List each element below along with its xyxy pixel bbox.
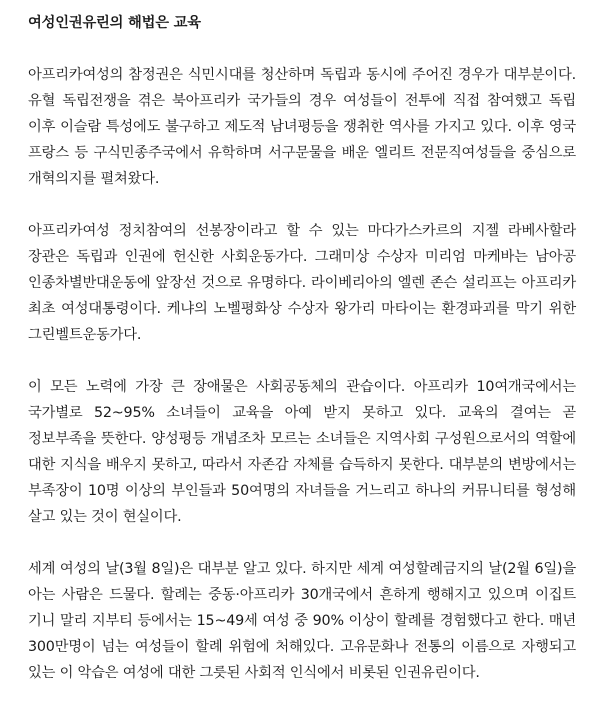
paragraph-4: 세계 여성의 날(3월 8일)은 대부분 알고 있다. 하지만 세계 여성할례금지의 날(2월 6일)을 아는 사람은 드물다. 할례는 중동·아프리카 30개국에서 흔하게 행해지고 있으며 이집트 기니 말리 지부티 등에서는 15~49세 여성 중 90% 이상이 할례를 경험했다고 한다. 매년 300만명이 넘는 여성들이 할례 위험에 처해있다. 고유문화나 전통의 이름으로 자행되고 있는 이 악습은 여성에 대한 그릇된 사회적 인식에서 비롯된 인권유린이다.: [28, 561, 576, 681]
paragraph-3: 이 모든 노력에 가장 큰 장애물은 사회공동체의 관습이다. 아프리카 10여개국에서는 국가별로 52~95% 소녀들이 교육을 아예 받지 못하고 있다. 교육의 결여는 곧 정보부족을 뜻한다. 양성평등 개념조차 모르는 소녀들은 지역사회 구성원으로서의 역할에 대한 지식을 배우지 못하고, 따라서 자존감 자체를 습득하지 못한다. 대부분의 변방에서는 부족장이 10명 이상의 부인들과 50여명의 자녀들을 거느리고 하나의 커뮤니티를 형성해 살고 있는 것이 현실이다.: [28, 379, 576, 525]
article: [28, 10, 576, 686]
paragraph-2: 아프리카여성 정치참여의 선봉장이라고 할 수 있는 마다가스카르의 지젤 라베사할라 장관은 독립과 인권에 헌신한 사회운동가다. 그래미상 수상자 미리엄 마케바는 남아공 인종차별반대운동에 앞장선 것으로 유명하다. 라이베리아의 엘렌 존슨 설리프는 아프리카 최초 여성대통령이다. 케냐의 노벨평화상 수상자 왕가리 마타이는 환경파괴를 막기 위한 그린벨트운동가다.: [28, 223, 576, 343]
paragraph-1: 아프리카여성의 참정권은 식민시대를 청산하며 독립과 동시에 주어진 경우가 대부분이다. 유혈 독립전쟁을 겪은 북아프리카 국가들의 경우 여성들이 전투에 직접 참여했고 독립 이후 이슬람 특성에도 불구하고 제도적 남녀평등을 쟁취한 역사를 가지고 있다. 이후 영국 프랑스 등 구식민종주국에서 유학하며 서구문물을 배운 엘리트 전문직여성들을 중심으로 개혁의지를 펼쳐왔다.: [28, 67, 576, 187]
article-title: 여성인권유린의 해법은 교육: [28, 15, 201, 31]
